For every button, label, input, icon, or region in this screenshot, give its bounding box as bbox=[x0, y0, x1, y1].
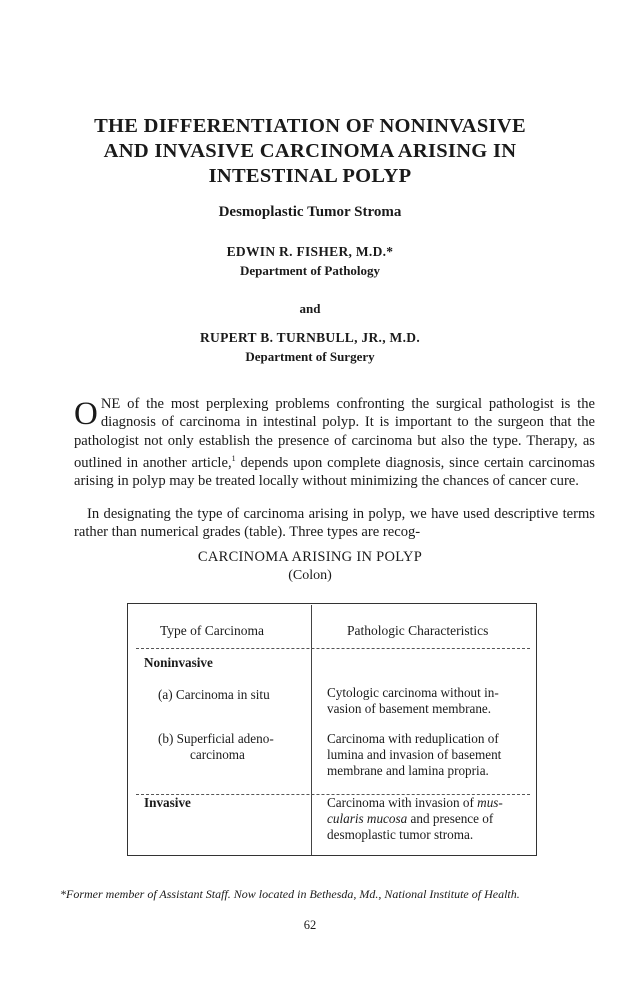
author-conjunction: and bbox=[299, 301, 321, 316]
table-header-rule bbox=[136, 648, 530, 649]
title-line-1: THE DIFFERENTIATION OF NONINVASIVE bbox=[94, 115, 526, 137]
table-header-type: Type of Carcinoma bbox=[160, 623, 265, 638]
paragraph-1 bbox=[74, 395, 595, 490]
row-a-type: (a) Carcinoma in situ bbox=[158, 687, 270, 702]
table-column-divider bbox=[311, 605, 312, 855]
row-a-char-line-2: vasion of basement membrane. bbox=[327, 701, 492, 717]
article-title bbox=[0, 114, 620, 189]
author-1-name: EDWIN R. FISHER, M.D.* bbox=[226, 244, 394, 259]
invasive-char-line-1b: mus- bbox=[477, 795, 503, 810]
author-2-name: RUPERT B. TURNBULL, JR., M.D. bbox=[200, 330, 420, 345]
invasive-char-line-1 bbox=[327, 795, 503, 811]
paragraph-2: In designating the type of carcinoma arising in polyp, we have used descriptive terms rather than numerical grades (table). Three types are recog- bbox=[74, 506, 595, 541]
title-line-2: AND INVASIVE CARCINOMA ARISING IN bbox=[103, 140, 517, 162]
article-subtitle: Desmoplastic Tumor Stroma bbox=[218, 204, 402, 220]
row-b-char-line-2: lumina and invasion of basement bbox=[327, 747, 502, 763]
invasive-char-line-1a: Carcinoma with invasion of bbox=[327, 795, 478, 810]
row-b-characteristics bbox=[327, 731, 501, 780]
row-b-type-line-1: (b) Superficial adeno- bbox=[158, 731, 274, 746]
row-b-type bbox=[158, 731, 298, 763]
invasive-char-line-3: desmoplastic tumor stroma. bbox=[327, 827, 474, 843]
invasive-char-line-2 bbox=[327, 811, 503, 827]
footnote: *Former member of Assistant Staff. Now located in Bethesda, Md., National Institute of Health. bbox=[60, 887, 520, 901]
table-header-characteristics: Pathologic Characteristics bbox=[347, 623, 489, 638]
row-b-type-line-2: carcinoma bbox=[190, 747, 245, 763]
row-b-char-line-3: membrane and lamina propria. bbox=[327, 763, 489, 779]
author-1-dept: Department of Pathology bbox=[239, 263, 381, 278]
invasive-characteristics bbox=[327, 795, 503, 844]
paragraph-1-text-b: depends upon complete diagnosis, since certain carcinomas arising in polyp may be treated locally without minimizing the chances of cancer cure. bbox=[74, 454, 595, 490]
table-subtitle: (Colon) bbox=[288, 568, 332, 583]
invasive-char-line-2a: cularis mucosa bbox=[327, 811, 408, 827]
drop-cap: O bbox=[74, 396, 98, 432]
table-title: CARCINOMA ARISING IN POLYP bbox=[197, 549, 423, 565]
reference-marker: 1 bbox=[231, 453, 236, 463]
page-number: 62 bbox=[303, 918, 317, 932]
row-b-char-line-1: Carcinoma with reduplication of bbox=[327, 731, 499, 746]
row-a-characteristics bbox=[327, 685, 499, 717]
row-a-char-line-1: Cytologic carcinoma without in- bbox=[327, 685, 499, 700]
title-line-3: INTESTINAL POLYP bbox=[208, 165, 412, 187]
author-2-dept: Department of Surgery bbox=[245, 349, 375, 364]
invasive-char-line-2b: and presence of bbox=[407, 811, 494, 827]
noninvasive-label: Noninvasive bbox=[144, 655, 213, 670]
paragraph-1-text-a: NE of the most perplexing problems confronting the surgical pathologist is the diagnosis of carcinoma in intestinal polyp. It is important to the surgeon that the pathologist not only establish the presence of carcinoma but also the type. Therapy, as outlined in another article, bbox=[74, 396, 595, 471]
invasive-label: Invasive bbox=[144, 795, 191, 810]
